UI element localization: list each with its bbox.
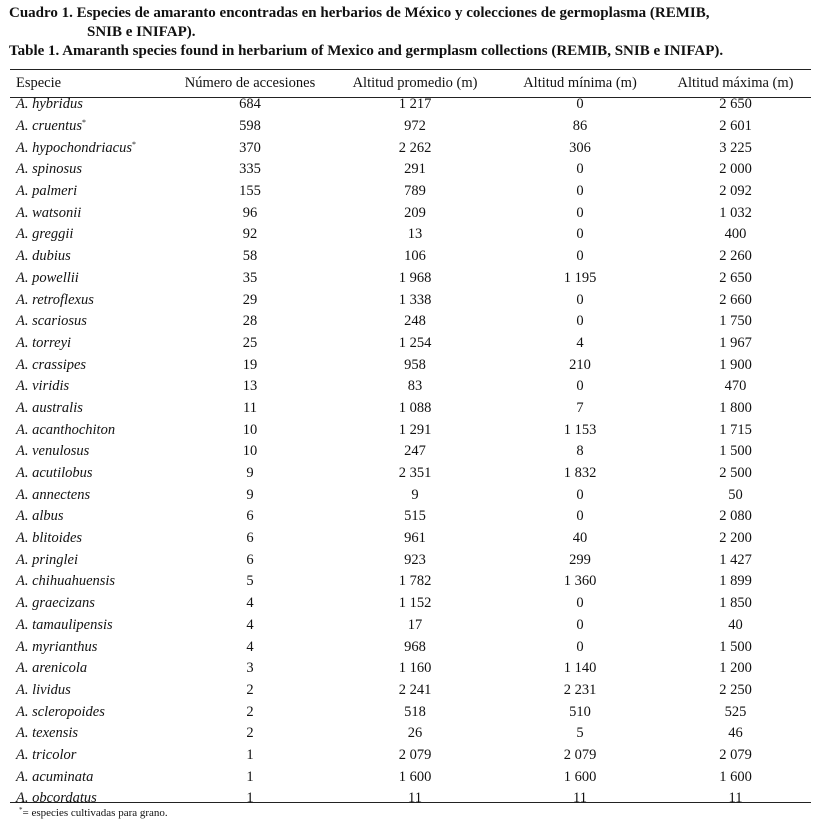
mean-altitude-cell: 1 338	[398, 291, 432, 308]
accessions-cell: 96	[242, 204, 258, 221]
max-altitude-cell: 2 080	[719, 508, 752, 525]
min-altitude-cell: 86	[572, 118, 588, 135]
species-name: A. watsonii	[16, 204, 82, 221]
mean-altitude-cell: 789	[404, 183, 426, 200]
header-min-altitude: Altitud mínima (m)	[523, 74, 637, 91]
species-name: A. hybridus	[16, 96, 83, 113]
min-altitude-cell: 2 079	[563, 746, 597, 763]
species-name: A. australis	[16, 399, 83, 416]
min-altitude-cell: 306	[569, 139, 591, 156]
species-cell	[10, 506, 170, 528]
mean-altitude-cell: 1 782	[398, 573, 432, 590]
header-mean-altitude: Altitud promedio (m)	[352, 74, 478, 91]
mean-altitude-cell: 13	[407, 226, 423, 243]
min-altitude-cell: 2 231	[563, 681, 597, 698]
mean-altitude-cell: 1 254	[398, 334, 432, 351]
table-row	[10, 484, 811, 506]
max-altitude-cell: 11	[728, 790, 743, 807]
species-cell	[10, 484, 170, 506]
min-altitude-cell: 210	[569, 356, 591, 373]
species-cell	[10, 636, 170, 658]
species-cell	[10, 680, 170, 702]
accessions-cell: 4	[246, 638, 254, 655]
min-altitude-cell: 4	[576, 334, 584, 351]
table-row	[10, 398, 811, 420]
accessions-cell: 335	[239, 161, 261, 178]
min-altitude-cell: 7	[576, 399, 584, 416]
table-top-rule	[10, 69, 811, 70]
table-row	[10, 159, 811, 181]
max-altitude-cell: 3 225	[719, 139, 752, 156]
min-altitude-cell: 0	[576, 248, 584, 265]
mean-altitude-cell: 83	[407, 378, 423, 395]
species-cell	[10, 181, 170, 203]
max-altitude-cell: 2 601	[719, 118, 752, 135]
table-row	[10, 94, 811, 116]
species-cell	[10, 766, 170, 788]
table-row	[10, 680, 811, 702]
min-altitude-cell: 1 360	[563, 573, 597, 590]
max-altitude-cell: 2 650	[719, 96, 752, 113]
species-cell	[10, 116, 170, 138]
species-cell	[10, 615, 170, 637]
max-altitude-cell: 1 715	[719, 421, 752, 438]
min-altitude-cell: 1 140	[563, 660, 597, 677]
accessions-cell: 1	[246, 790, 254, 807]
accessions-cell: 5	[246, 573, 254, 590]
accessions-cell: 10	[242, 443, 258, 460]
table-row	[10, 419, 811, 441]
max-altitude-cell: 2 650	[719, 269, 752, 286]
min-altitude-cell: 8	[576, 443, 584, 460]
table-caption	[9, 4, 809, 61]
species-table	[10, 72, 811, 810]
species-cell	[10, 723, 170, 745]
min-altitude-cell: 0	[576, 226, 584, 243]
min-altitude-cell: 1 195	[563, 269, 597, 286]
species-name: A. powellii	[16, 269, 79, 286]
mean-altitude-cell: 515	[404, 508, 426, 525]
max-altitude-cell: 2 260	[719, 248, 752, 265]
species-cell	[10, 658, 170, 680]
mean-altitude-cell: 2 351	[398, 465, 432, 482]
accessions-cell: 6	[246, 508, 254, 525]
max-altitude-cell: 1 900	[719, 356, 752, 373]
species-name: A. scariosus	[16, 313, 87, 330]
species-name: A. blitoides	[16, 530, 83, 547]
footnote-text: = especies cultivadas para grano.	[22, 807, 168, 819]
min-altitude-cell: 299	[569, 551, 591, 568]
mean-altitude-cell: 1 968	[398, 269, 432, 286]
accessions-cell: 25	[242, 334, 258, 351]
accessions-cell: 2	[246, 725, 254, 742]
min-altitude-cell: 5	[576, 725, 584, 742]
species-cell	[10, 224, 170, 246]
mean-altitude-cell: 2 079	[398, 746, 432, 763]
table-row	[10, 636, 811, 658]
table-row	[10, 701, 811, 723]
species-cell	[10, 311, 170, 333]
species-cell	[10, 398, 170, 420]
max-altitude-cell: 2 092	[719, 183, 752, 200]
max-altitude-cell: 2 200	[719, 530, 752, 547]
species-name: A. texensis	[16, 725, 79, 742]
max-altitude-cell: 40	[728, 616, 743, 633]
table-row	[10, 333, 811, 355]
table-row	[10, 766, 811, 788]
min-altitude-cell: 40	[572, 530, 588, 547]
min-altitude-cell: 0	[576, 96, 584, 113]
table-row	[10, 506, 811, 528]
table-row	[10, 658, 811, 680]
species-name: A. acutilobus	[16, 465, 93, 482]
species-cell	[10, 246, 170, 268]
accessions-cell: 2	[246, 703, 254, 720]
mean-altitude-cell: 1 160	[398, 660, 432, 677]
min-altitude-cell: 0	[576, 486, 584, 503]
species-name: A. myrianthus	[16, 638, 98, 655]
mean-altitude-cell: 1 088	[398, 399, 432, 416]
min-altitude-cell: 1 832	[563, 465, 597, 482]
table-row	[10, 224, 811, 246]
species-cell	[10, 528, 170, 550]
accessions-cell: 1	[246, 746, 254, 763]
species-cell	[10, 137, 170, 159]
min-altitude-cell: 0	[576, 595, 584, 612]
min-altitude-cell: 0	[576, 508, 584, 525]
mean-altitude-cell: 972	[404, 118, 426, 135]
accessions-cell: 9	[246, 465, 254, 482]
min-altitude-cell: 0	[576, 378, 584, 395]
species-name: A. torreyi	[16, 334, 72, 351]
species-cell	[10, 701, 170, 723]
mean-altitude-cell: 1 291	[398, 421, 432, 438]
species-name: A. graecizans	[16, 595, 95, 612]
species-cell	[10, 354, 170, 376]
table-row	[10, 571, 811, 593]
species-cell	[10, 376, 170, 398]
mean-altitude-cell: 958	[404, 356, 426, 373]
header-accessions: Número de accesiones	[184, 74, 316, 91]
species-cell	[10, 571, 170, 593]
species-name: A. palmeri	[16, 183, 78, 200]
max-altitude-cell: 46	[728, 725, 743, 742]
footnote-mark: *	[19, 806, 23, 814]
table-row	[10, 376, 811, 398]
accessions-cell: 10	[242, 421, 258, 438]
min-altitude-cell: 1 600	[563, 768, 597, 785]
species-name: A. obcordatus	[16, 790, 97, 807]
species-name: A. spinosus	[16, 161, 83, 178]
table-row	[10, 723, 811, 745]
max-altitude-cell: 1 850	[719, 595, 752, 612]
max-altitude-cell: 50	[728, 486, 743, 503]
species-cell	[10, 94, 170, 116]
table-row	[10, 441, 811, 463]
min-altitude-cell: 1 153	[563, 421, 597, 438]
species-cell	[10, 593, 170, 615]
species-name: A. tricolor	[16, 746, 77, 763]
species-name: A. lividus	[16, 681, 71, 698]
accessions-cell: 370	[239, 139, 261, 156]
mean-altitude-cell: 923	[404, 551, 426, 568]
max-altitude-cell: 2 250	[719, 681, 752, 698]
mean-altitude-cell: 209	[404, 204, 426, 221]
accessions-cell: 6	[246, 530, 254, 547]
max-altitude-cell: 400	[724, 226, 747, 243]
accessions-cell: 58	[242, 248, 258, 265]
species-name: A. acanthochiton	[16, 421, 116, 438]
species-cell	[10, 463, 170, 485]
max-altitude-cell: 525	[724, 703, 747, 720]
max-altitude-cell: 1 967	[719, 334, 752, 351]
table-row	[10, 289, 811, 311]
max-altitude-cell: 1 200	[719, 660, 752, 677]
table-row	[10, 615, 811, 637]
caption-spanish-line2: SNIB e INIFAP).	[87, 24, 196, 40]
species-name: A. venulosus	[16, 443, 90, 460]
table-row	[10, 268, 811, 290]
table-row	[10, 202, 811, 224]
species-cell	[10, 549, 170, 571]
accessions-cell: 2	[246, 681, 254, 698]
accessions-cell: 9	[246, 486, 254, 503]
grain-crop-mark: *	[131, 139, 136, 149]
species-name: A. retroflexus	[16, 291, 94, 308]
species-name: A. arenicola	[16, 660, 88, 677]
accessions-cell: 29	[242, 291, 258, 308]
header-max-altitude: Altitud máxima (m)	[677, 74, 794, 91]
table-row	[10, 311, 811, 333]
accessions-cell: 3	[246, 660, 254, 677]
species-name: A. chihuahuensis	[16, 573, 116, 590]
table-row	[10, 116, 811, 138]
species-cell	[10, 419, 170, 441]
table-body	[10, 94, 811, 810]
accessions-cell: 19	[242, 356, 258, 373]
mean-altitude-cell: 291	[404, 161, 426, 178]
min-altitude-cell: 0	[576, 204, 584, 221]
table-row	[10, 181, 811, 203]
table-row	[10, 549, 811, 571]
species-cell	[10, 745, 170, 767]
species-name: A. pringlei	[16, 551, 79, 568]
footnote	[19, 803, 168, 820]
accessions-cell: 1	[246, 768, 254, 785]
table-row	[10, 528, 811, 550]
min-altitude-cell: 510	[569, 703, 591, 720]
table-header-row	[10, 72, 811, 94]
max-altitude-cell: 2 079	[719, 746, 752, 763]
mean-altitude-cell: 1 217	[398, 96, 432, 113]
species-name: A. tamaulipensis	[16, 616, 113, 633]
mean-altitude-cell: 11	[408, 790, 422, 807]
mean-altitude-cell: 106	[404, 248, 426, 265]
max-altitude-cell: 1 750	[719, 313, 752, 330]
mean-altitude-cell: 968	[404, 638, 426, 655]
species-name: A. greggii	[16, 226, 74, 243]
min-altitude-cell: 0	[576, 291, 584, 308]
mean-altitude-cell: 9	[411, 486, 419, 503]
accessions-cell: 598	[239, 118, 261, 135]
mean-altitude-cell: 2 262	[398, 139, 432, 156]
accessions-cell: 11	[243, 399, 257, 416]
mean-altitude-cell: 1 152	[398, 595, 432, 612]
species-name: A. acuminata	[16, 768, 94, 785]
min-altitude-cell: 0	[576, 638, 584, 655]
mean-altitude-cell: 518	[404, 703, 426, 720]
mean-altitude-cell: 1 600	[398, 768, 432, 785]
min-altitude-cell: 11	[573, 790, 587, 807]
max-altitude-cell: 1 427	[719, 551, 752, 568]
table-row	[10, 137, 811, 159]
accessions-cell: 155	[239, 183, 261, 200]
accessions-cell: 35	[242, 269, 258, 286]
species-name: A. cruentus	[16, 118, 83, 135]
max-altitude-cell: 1 500	[719, 638, 752, 655]
accessions-cell: 92	[242, 226, 258, 243]
table-row	[10, 463, 811, 485]
species-cell	[10, 441, 170, 463]
table-row	[10, 354, 811, 376]
species-name: A. viridis	[16, 378, 70, 395]
max-altitude-cell: 1 600	[719, 768, 752, 785]
min-altitude-cell: 0	[576, 313, 584, 330]
min-altitude-cell: 0	[576, 183, 584, 200]
species-name: A. crassipes	[16, 356, 87, 373]
accessions-cell: 13	[242, 378, 258, 395]
min-altitude-cell: 0	[576, 616, 584, 633]
max-altitude-cell: 1 800	[719, 399, 752, 416]
caption-english: Table 1. Amaranth species found in herbarium of Mexico and germplasm collections (REMIB, SNIB e INIFAP).	[9, 43, 724, 59]
table-row	[10, 593, 811, 615]
species-name: A. dubius	[16, 248, 71, 265]
max-altitude-cell: 2 500	[719, 465, 752, 482]
max-altitude-cell: 1 032	[719, 204, 752, 221]
accessions-cell: 4	[246, 595, 254, 612]
accessions-cell: 6	[246, 551, 254, 568]
grain-crop-mark: *	[82, 118, 87, 128]
mean-altitude-cell: 248	[404, 313, 426, 330]
max-altitude-cell: 2 000	[719, 161, 752, 178]
max-altitude-cell: 1 899	[719, 573, 752, 590]
accessions-cell: 28	[242, 313, 258, 330]
caption-spanish-line1: Cuadro 1. Especies de amaranto encontradas en herbarios de México y colecciones de germoplasma (REMIB,	[9, 5, 710, 21]
table-row	[10, 745, 811, 767]
max-altitude-cell: 470	[724, 378, 747, 395]
species-cell	[10, 333, 170, 355]
species-cell	[10, 202, 170, 224]
mean-altitude-cell: 2 241	[398, 681, 432, 698]
species-cell	[10, 159, 170, 181]
species-name: A. hypochondriacus	[16, 139, 132, 156]
mean-altitude-cell: 961	[404, 530, 426, 547]
accessions-cell: 4	[246, 616, 254, 633]
species-cell	[10, 289, 170, 311]
max-altitude-cell: 2 660	[719, 291, 752, 308]
max-altitude-cell: 1 500	[719, 443, 752, 460]
mean-altitude-cell: 17	[407, 616, 423, 633]
accessions-cell: 684	[239, 96, 261, 113]
species-name: A. scleropoides	[16, 703, 105, 720]
species-name: A. annectens	[16, 486, 91, 503]
mean-altitude-cell: 247	[404, 443, 426, 460]
table-row	[10, 246, 811, 268]
species-name: A. albus	[16, 508, 64, 525]
mean-altitude-cell: 26	[407, 725, 423, 742]
header-species: Especie	[16, 74, 62, 91]
min-altitude-cell: 0	[576, 161, 584, 178]
species-cell	[10, 268, 170, 290]
